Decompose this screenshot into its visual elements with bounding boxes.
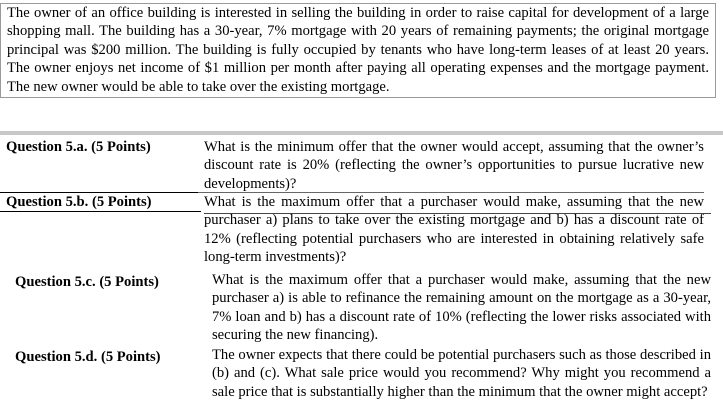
section-divider xyxy=(0,131,723,135)
question-5b-text-line1 xyxy=(204,193,704,267)
question-5b-text-rule xyxy=(204,213,711,214)
question-5b-rule xyxy=(0,211,201,212)
question-5b-text: What is the maximum offer that a purchaser would make, assuming that the new purchaser a) plans to take over the existing mortgage and b) has a discount rate of 12% (reflecting potential purchasers who are interested in obtaining relatively safe long-term investments)? xyxy=(204,194,704,266)
question-5c-label: Question 5.c. (5 Points) xyxy=(15,274,159,290)
question-5d-text: The owner expects that there could be potential purchasers such as those described in (b) and (c). What sale price would you recommend? Why might you recommend a sale price that is substantially higher than the minimum that the owner might accept? xyxy=(212,347,711,400)
question-5c-text: What is the maximum offer that a purchaser would make, assuming that the new purchaser a) is able to refinance the remaining amount on the mortgage as a 30-year, 7% loan and b) has a discount rate of 10% (reflecting the lower risks associated with securing the new financing). xyxy=(212,272,711,344)
question-5a-label: Question 5.a. (5 Points) xyxy=(6,139,151,155)
intro-paragraph: The owner of an office building is interested in selling the building in order to raise capital for development of a large shopping mall. The building has a 30-year, 7% mortgage with 20 years of remaining payments; the original mortgage principal was $200 million. The building is fully occupied by tenants who have long-term leases of at least 20 years. The owner enjoys net income of $1 million per month after paying all operating expenses and the mortgage payment. The new owner would be able to take over the existing mortgage. xyxy=(0,3,716,98)
question-5a-text: What is the minimum offer that the owner would accept, assuming that the owner’s discount rate is 20% (reflecting the owner’s opportunities to pursue lucrative new developments)? xyxy=(204,139,704,192)
question-5b-label: Question 5.b. (5 Points) xyxy=(6,194,152,210)
question-5d-label: Question 5.d. (5 Points) xyxy=(15,349,161,365)
